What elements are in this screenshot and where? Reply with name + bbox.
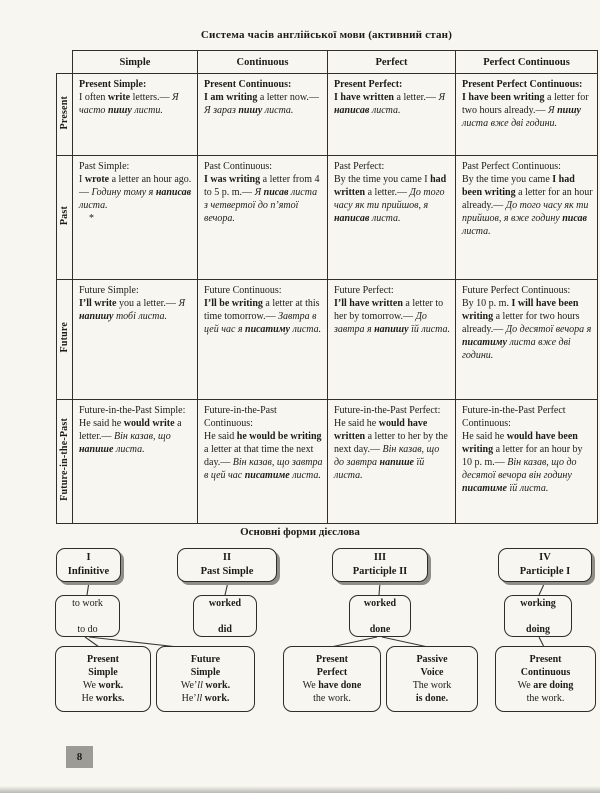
- diagram-box-passive-voice: [386, 646, 478, 712]
- cell-future-simple: [73, 280, 198, 400]
- cell-future-continuous: [198, 280, 328, 400]
- cell-text: I wrote a letter an hour ago.— Годину тому я написав листа. *: [79, 174, 192, 224]
- cell-heading: Present Perfect Continuous:: [462, 79, 583, 90]
- cell-heading: Future-in-the-Past Simple:: [79, 405, 186, 416]
- form-number: IV: [539, 552, 551, 563]
- cell-text: I’ll be writing a letter at this time tomorrow.— Завтра в цей час я писатиму листа.: [204, 298, 322, 335]
- cell-heading: Past Simple:: [79, 161, 130, 172]
- cell-heading: Present Continuous:: [204, 79, 292, 90]
- diagram-box-participle-ii: [332, 548, 428, 582]
- tense-example: The work is done.: [412, 680, 452, 704]
- cell-text: I was writing a letter from 4 to 5 p. m.— Я писав листа з четвертої до п’ятої вечора.: [204, 174, 320, 224]
- cell-heading: Future Perfect:: [334, 285, 394, 296]
- example-box-participle-i: working doing: [504, 595, 572, 637]
- row-label-present: Present: [57, 74, 73, 156]
- table-corner-stub: [57, 51, 73, 74]
- cell-text: He said he would write a letter.— Він казав, що напише листа.: [79, 418, 182, 455]
- cell-past-simple: [73, 156, 198, 280]
- tense-name: Voice: [420, 667, 444, 678]
- diagram-title: Основні форми дієслова: [240, 526, 360, 538]
- diagram-box-past-simple-form: [177, 548, 277, 582]
- cell-text: By the time you came I had written a letter.— До того часу як ти прийшов, я написав листа.: [334, 174, 447, 224]
- cell-future-perfect: [328, 280, 456, 400]
- cell-past-perfect: [328, 156, 456, 280]
- diagram-box-present-perfect: [283, 646, 381, 712]
- row-past: [57, 156, 598, 280]
- cell-fitp-continuous: [198, 400, 328, 524]
- form-name: Infinitive: [67, 566, 110, 577]
- column-header-simple: Simple: [73, 51, 198, 74]
- column-header-perfect: Perfect: [328, 51, 456, 74]
- table-header-row: [57, 51, 598, 74]
- cell-text: By 10 p. m. I will have been writing a letter for two hours already.— До десятої вечора я писатиму листа вже дві години.: [462, 298, 592, 361]
- tense-name: Present: [529, 654, 562, 665]
- form-name: Participle I: [519, 566, 571, 577]
- form-number: I: [86, 552, 91, 563]
- cell-heading: Future-in-the-Past Continuous:: [204, 405, 277, 429]
- tense-example: We’ll work. He’ll work.: [180, 680, 231, 704]
- cell-text: By the time you came I had been writing a letter for an hour already.— До того часу як ти прийшов, я вже годину писав листа.: [462, 174, 593, 237]
- scan-bottom-edge: [0, 786, 600, 793]
- cell-text: I’ll have written a letter to her by tomorrow.— До завтра я напишу їй листа.: [334, 298, 450, 335]
- cell-heading: Future-in-the-Past Perfect:: [334, 405, 441, 416]
- cell-heading: Past Continuous:: [204, 161, 273, 172]
- row-future: [57, 280, 598, 400]
- cell-fitp-simple: [73, 400, 198, 524]
- cell-heading: Future Simple:: [79, 285, 139, 296]
- cell-text: He said he would be writing a letter at that time the next day.— Він казав, що завтра в цей час писатиме листа.: [204, 431, 323, 481]
- cell-present-perfect-continuous: [456, 74, 598, 156]
- cell-text: He said he would have been writing a letter for an hour by 10 p. m.— Він казав, що до десятої вечора він годину писатиме їй листа.: [462, 431, 583, 494]
- diagram-box-present-simple: [55, 646, 151, 712]
- tense-name: Continuous: [520, 667, 571, 678]
- row-label-past: Past: [57, 156, 73, 280]
- cell-fitp-perfect: [328, 400, 456, 524]
- tense-name: Perfect: [316, 667, 348, 678]
- tense-name: Present: [86, 654, 120, 665]
- cell-heading: Future Continuous:: [204, 285, 282, 296]
- cell-fitp-perfect-continuous: [456, 400, 598, 524]
- cell-text: I have written a letter.— Я написав листа.: [334, 92, 446, 116]
- cell-text: I’ll write you a letter.— Я напишу тобі листа.: [79, 298, 186, 322]
- cell-present-simple: [73, 74, 198, 156]
- tense-example: We are doing the work.: [517, 680, 574, 704]
- cell-present-perfect: [328, 74, 456, 156]
- column-header-continuous: Continuous: [198, 51, 328, 74]
- cell-heading: Present Simple:: [79, 79, 147, 90]
- page-title: Система часів англійської мови (активний стан): [200, 29, 453, 41]
- cell-heading: Present Perfect:: [334, 79, 403, 90]
- tense-name: Simple: [190, 667, 221, 678]
- row-label-future: Future: [57, 280, 73, 400]
- cell-text: He said he would have written a letter to her by the next day.— Він казав, що до завтра напише їй листа.: [334, 418, 448, 481]
- diagram-box-present-continuous: [495, 646, 596, 712]
- cell-heading: Past Perfect Continuous:: [462, 161, 561, 172]
- cell-heading: Future-in-the-Past Perfect Continuous:: [462, 405, 566, 429]
- cell-present-continuous: [198, 74, 328, 156]
- tense-name: Present: [315, 654, 349, 665]
- diagram-box-future-simple: [156, 646, 255, 712]
- cell-heading: Past Perfect:: [334, 161, 385, 172]
- page-number-badge: 8: [66, 746, 93, 768]
- row-future-in-the-past: [57, 400, 598, 524]
- column-header-perfect-continuous: Perfect Continuous: [456, 51, 598, 74]
- cell-past-perfect-continuous: [456, 156, 598, 280]
- tense-name: Simple: [88, 667, 118, 678]
- cell-text: I have been writing a letter for two hours already.— Я пишу листа вже дві години.: [462, 92, 589, 129]
- cell-heading: Future Perfect Continuous:: [462, 285, 571, 296]
- example-box-participle-ii: worked done: [349, 595, 411, 637]
- form-number: II: [222, 552, 232, 563]
- row-label-future-in-the-past: Future-in-the-Past: [57, 400, 73, 524]
- tense-name: Passive: [416, 654, 448, 665]
- row-present: [57, 74, 598, 156]
- cell-text: I am writing a letter now.— Я зараз пишу листа.: [204, 92, 319, 116]
- tense-name: Future: [190, 654, 221, 665]
- cell-future-perfect-continuous: [456, 280, 598, 400]
- cell-text: I often write letters.— Я часто пишу листи.: [79, 92, 179, 116]
- tense-table: [56, 50, 598, 524]
- cell-past-continuous: [198, 156, 328, 280]
- form-name: Participle II: [352, 566, 408, 577]
- form-name: Past Simple: [200, 566, 254, 577]
- tense-example: We work. He works.: [81, 680, 125, 704]
- tense-example: We have done the work.: [302, 680, 362, 704]
- example-box-infinitive: to work to do: [55, 595, 120, 637]
- diagram-box-infinitive: [56, 548, 121, 582]
- example-box-past-simple: worked did: [193, 595, 257, 637]
- diagram-box-participle-i: [498, 548, 592, 582]
- form-number: III: [373, 552, 387, 563]
